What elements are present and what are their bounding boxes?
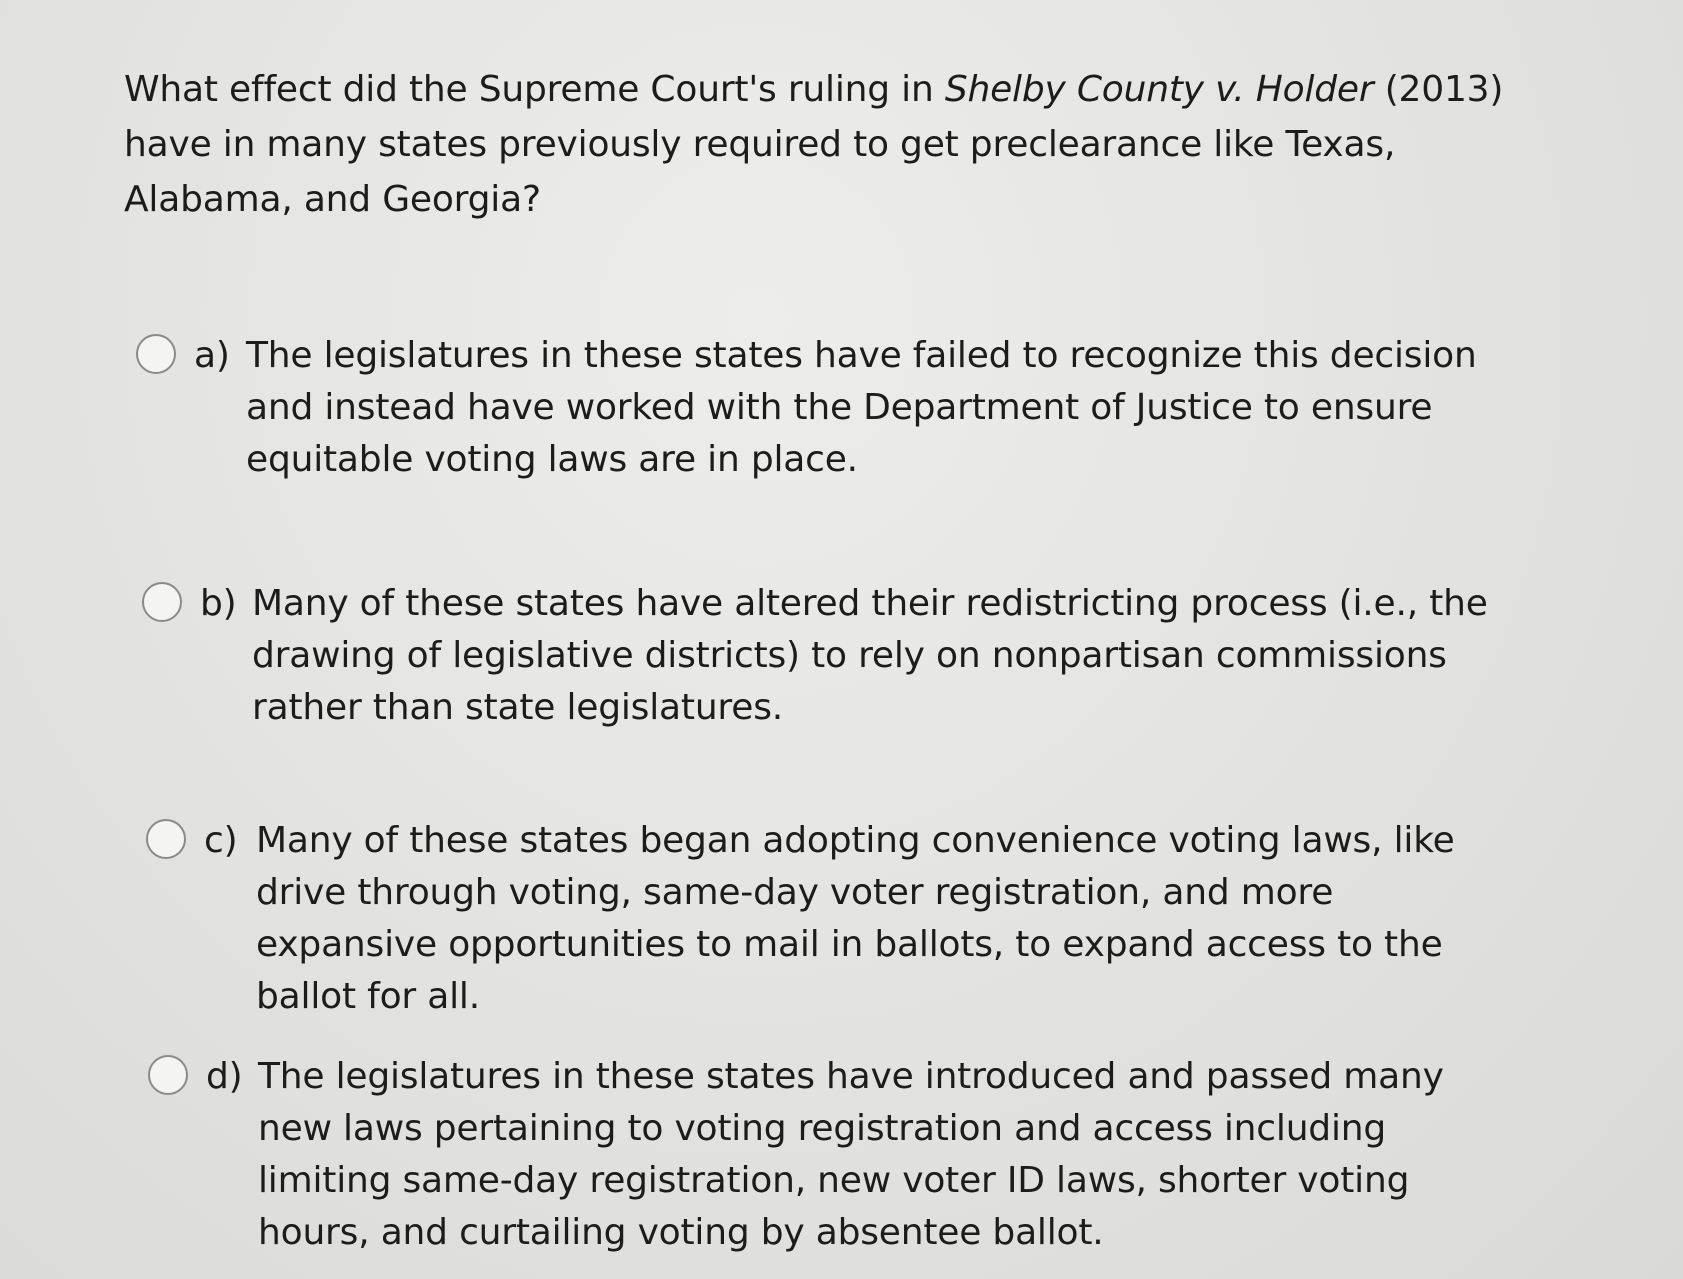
question-text-after: (2013) have in many states previously required to get preclearance like Texas, Alabama, and Georgia? xyxy=(124,69,1504,220)
option-text-d: The legislatures in these states have introduced and passed many new laws pertaining to voting registration and access including limiting same-day registration, new voter ID laws, shorter voting hours, and curtailing voting by absentee ballot. xyxy=(258,1056,1444,1253)
question-text-before: What effect did the Supreme Court's ruling in xyxy=(124,69,945,110)
answer-option-c[interactable] xyxy=(146,815,1516,1023)
option-letter-d: d) xyxy=(206,1056,243,1097)
question-text xyxy=(124,62,1544,227)
radio-button-c[interactable] xyxy=(146,819,186,859)
answer-option-a[interactable] xyxy=(136,330,1486,486)
option-letter-c: c) xyxy=(204,820,238,861)
radio-button-b[interactable] xyxy=(142,582,182,622)
answer-option-d[interactable] xyxy=(148,1051,1518,1259)
answer-option-b[interactable] xyxy=(142,578,1552,734)
radio-button-a[interactable] xyxy=(136,334,176,374)
radio-button-d[interactable] xyxy=(148,1055,188,1095)
case-name: Shelby County v. Holder xyxy=(944,69,1374,110)
option-text-a: The legislatures in these states have failed to recognize this decision and instead have worked with the Department of Justice to ensure equitable voting laws are in place. xyxy=(246,335,1477,480)
option-text-c: Many of these states began adopting convenience voting laws, like drive through voting, same-day voter registration, and more expansive opportunities to mail in ballots, to expand access to the ballot for all. xyxy=(256,820,1455,1017)
option-letter-a: a) xyxy=(194,335,230,376)
option-text-b: Many of these states have altered their redistricting process (i.e., the drawing of legislative districts) to rely on nonpartisan commissions rather than state legislatures. xyxy=(252,583,1488,728)
option-letter-b: b) xyxy=(200,583,237,624)
